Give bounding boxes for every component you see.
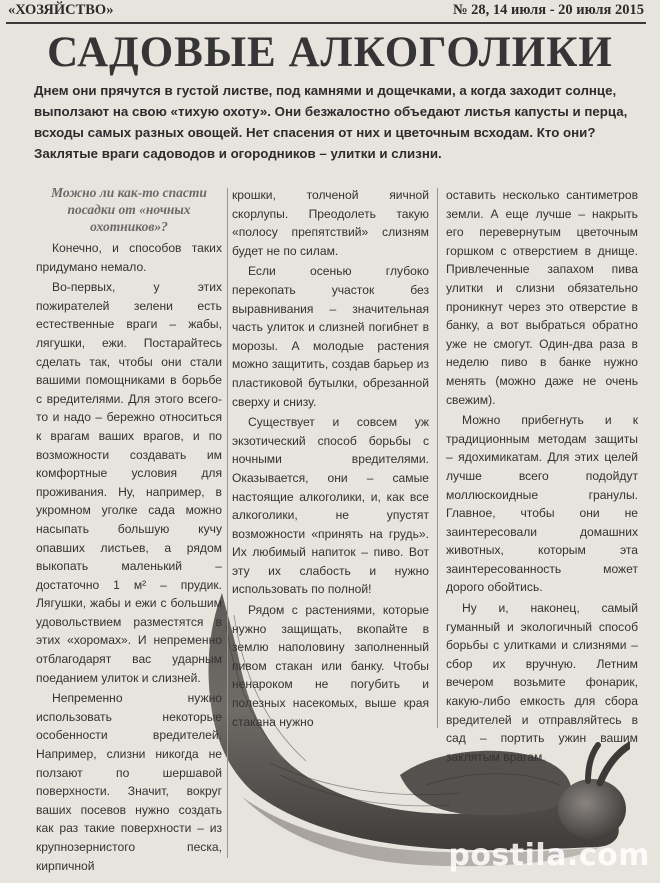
column-divider [227,188,228,858]
paragraph: Если осенью глубоко перекопать участок без выравнивания – значительная часть улиток и слизней погибнет в морозы. А молодые растения можно защитить, создав барьер из пластиковой бутылки, обрезанной сверху и снизу. [232,264,429,409]
paragraph: Рядом с растениями, которые нужно защищать, вкопайте в землю наполовину заполненный пивом стакан или банку. Чтобы ненароком не погубить и полезных насекомых, выше края стакана нужно [232,603,429,729]
article-column-3 [446,186,638,768]
watermark: postila.com [448,838,650,873]
paragraph: Можно прибегнуть и к традиционным методам защиты – ядохимикатам. Для этих целей лучше всего подойдут моллюскоидные гранулы. Главное, чтобы они не заинтересовали домашних животных, которым эта заинтересованность может дорого обойтись. [446,413,638,595]
paragraph: Ну и, наконец, самый гуманный и экологичный способ борьбы с улитками и слизнями – сбор их вручную. Летним вечером возьмите фонарик, какую-либо емкость для сбора вредителей и отправляйтесь в сад – портить ужин вашим заклятым врагам. [446,601,638,764]
paragraph: Конечно, и способов таких придумано немало. [36,241,222,274]
paragraph: Во-первых, у этих пожирателей зелени есть естественные враги – жабы, лягушки, ежи. Постарайтесь сделать так, чтобы они стали вашими помощниками в борьбе с вредителями. Для этого всего-то и надо – бережно относиться к врагам ваших врагов, и по возможности создавать им комфортные условия для проживания. Ну, например, в укромном уголке сада можно насыпать большую кучу опавших листьев, а рядом выкопать маленький – достаточно 1 м² – прудик. Лягушки, жабы и ежи с большим удовольствием разместятся в этих «хоромах». И непременно отблагодарят вас ударным поеданием улиток и слизней. [36,280,222,685]
article-column-2 [232,186,429,733]
paragraph: крошки, толченой яичной скорлупы. Преодолеть такую «полосу препятствий» слизням будет не по силам. [232,188,429,258]
paragraph: Существует и совсем уж экзотический способ борьбы с ночными вредителями. Оказывается, они – самые настоящие алкоголики, и, как все алкоголики, не упустят возможности «принять на грудь». Их любимый напиток – пиво. Вот эту их слабость и нужно использовать по полной! [232,415,429,597]
issue-info: № 28, 14 июля - 20 июля 2015 [452,2,644,18]
column-subheading: Можно ли как-то спасти посадки от «ночных охотников»? [51,185,207,234]
article-lead: Днем они прячутся в густой листве, под камнями и дощечками, а когда заходит солнце, выползают на свою «тихую охоту». Они безжалостно объедают листья капусты и перца, всходы самых разных овощей. Нет спасения от них и цветочным всходам. Кто они? Заклятые враги садоводов и огородников – улитки и слизни. [34,83,628,161]
article-title: САДОВЫЕ АЛКОГОЛИКИ [47,29,613,76]
column-divider [437,188,438,728]
paragraph: Непременно нужно использовать некоторые особенности вредителей. Например, слизни никогда не ползают по шершавой поверхности. Значит, вокруг ваших посевов нужно создать как раз такие поверхности – из крупнозернистого песка, кирпичной [36,691,222,873]
paragraph: оставить несколько сантиметров земли. А еще лучше – накрыть его перевернутым цветочным горшком с отверстием в днище. Привлеченные запахом пива улитки и слизни обязательно проникнут через это отверстие в банку, а вот выбраться обратно уже не смогут. Один-два раза в неделю пиво в банке нужно менять (можно даже не очень свежим). [446,188,638,407]
article-column-1 [36,184,222,877]
page-header [6,2,646,24]
section-name: «ХОЗЯЙСТВО» [8,2,114,18]
slug-head [558,779,626,839]
